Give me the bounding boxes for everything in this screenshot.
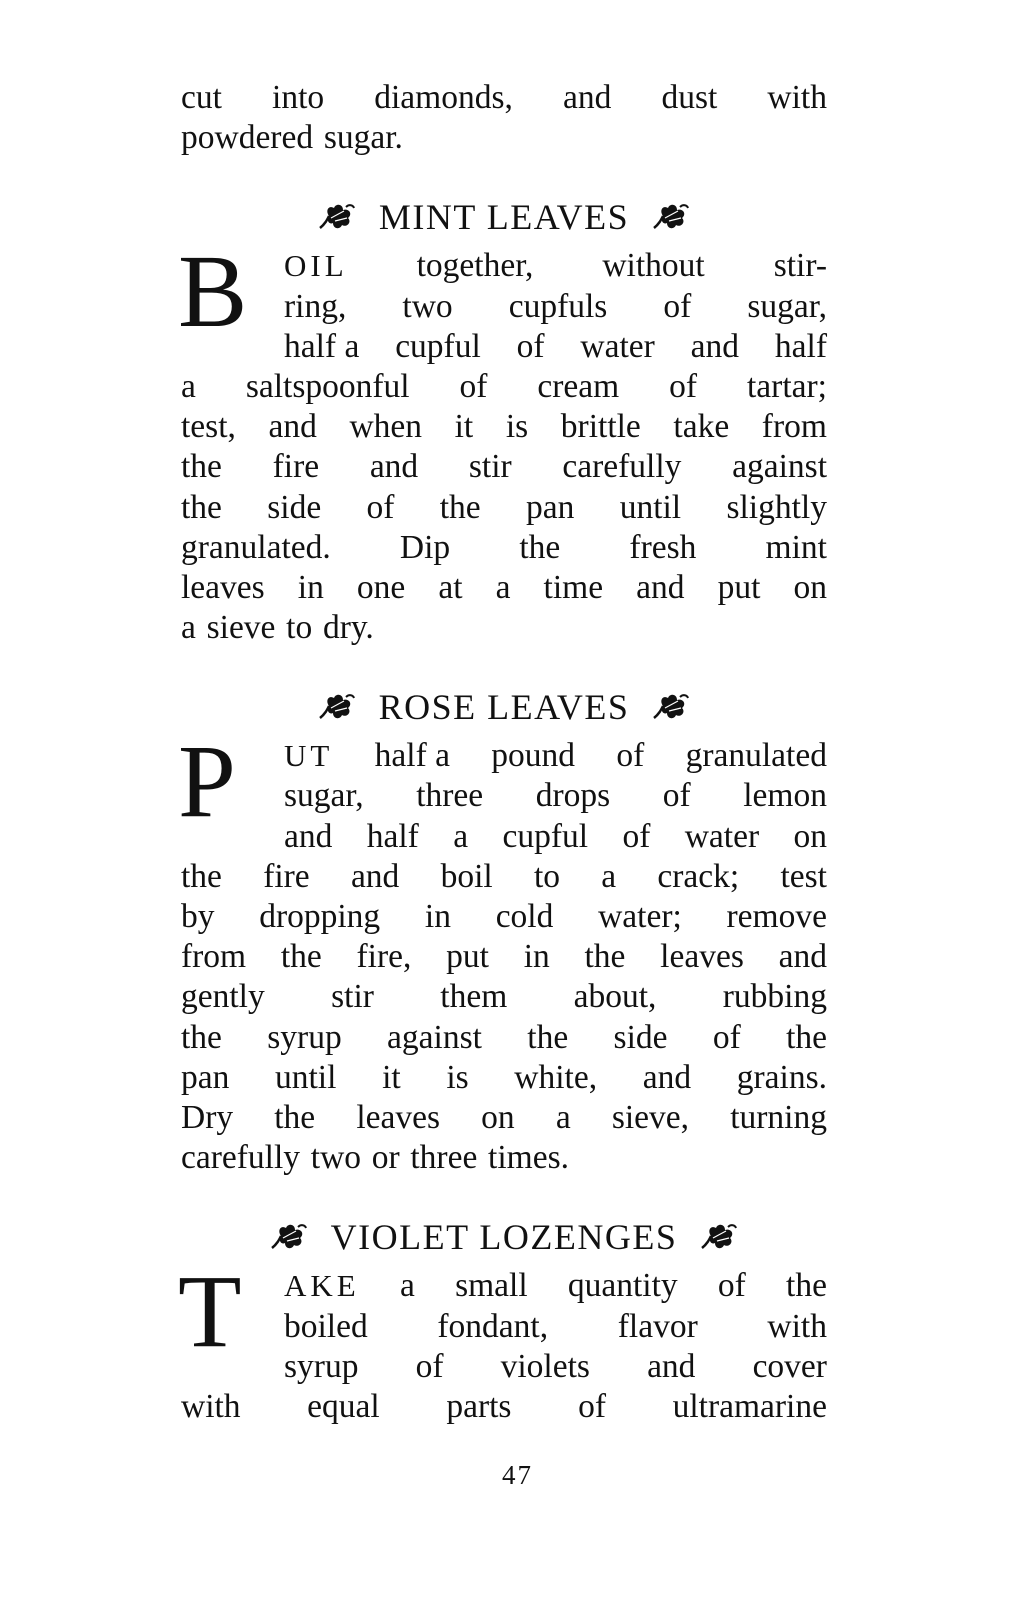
word: syrup — [284, 1347, 359, 1385]
drop-cap: P — [178, 724, 236, 840]
text-line — [181, 977, 827, 1017]
word: of — [662, 777, 691, 815]
word: test — [780, 857, 827, 895]
word: tartar; — [746, 367, 827, 405]
word: half — [366, 817, 419, 855]
text-line — [181, 78, 827, 118]
word: when — [349, 408, 423, 446]
recipe-paragraph — [178, 724, 827, 1178]
word: fresh — [629, 528, 697, 566]
word: and — [284, 817, 333, 855]
word: of — [712, 1018, 741, 1056]
recipe-heading — [181, 1212, 827, 1262]
word: pan — [526, 488, 575, 526]
word: from — [181, 938, 247, 976]
drop-cap: T — [178, 1254, 242, 1370]
text-line — [284, 736, 827, 776]
word: violets — [500, 1347, 590, 1385]
word: of — [717, 1267, 746, 1305]
ivy-leaf-icon — [317, 692, 357, 722]
word: three — [416, 777, 484, 815]
word: against — [732, 448, 827, 486]
word: is — [505, 408, 529, 446]
word: ring, — [284, 287, 347, 325]
lead-in-word: UT — [284, 738, 334, 774]
text-line — [181, 528, 827, 568]
word: powdered — [181, 119, 314, 157]
word: stir — [468, 448, 512, 486]
word: them — [440, 978, 508, 1016]
text-line — [284, 1266, 827, 1306]
word: and — [642, 1058, 692, 1096]
recipe-paragraph — [178, 1254, 827, 1427]
word: parts — [446, 1387, 512, 1425]
recipe-paragraph — [178, 234, 827, 648]
word: leaves — [660, 938, 744, 976]
recipe-title: VIOLET LOZENGES — [330, 1217, 678, 1258]
word: take — [673, 408, 730, 446]
word: the — [786, 1267, 827, 1305]
word: test, — [181, 408, 236, 446]
word: side — [267, 488, 322, 526]
word: sugar, — [284, 777, 364, 815]
word: and — [778, 938, 827, 976]
word: half — [774, 327, 827, 365]
text-line — [181, 1387, 827, 1427]
word: without — [602, 247, 705, 285]
word: gently — [181, 978, 265, 1016]
word: to — [286, 609, 313, 647]
word: dust — [661, 79, 718, 116]
word: cupfuls — [508, 287, 608, 325]
word: two — [402, 287, 453, 325]
word: of — [366, 488, 395, 526]
word: granulated — [685, 737, 827, 775]
word: sieve — [206, 609, 276, 647]
word: ultramarine — [672, 1387, 827, 1425]
word: until — [275, 1058, 337, 1096]
page-number: 47 — [502, 1460, 533, 1490]
word: half a — [374, 737, 450, 775]
word: cold — [495, 898, 554, 935]
word: grains. — [736, 1058, 827, 1096]
word: a — [495, 568, 511, 606]
recipe-section — [178, 682, 827, 1178]
text-line — [181, 367, 827, 407]
drop-cap: B — [178, 234, 248, 350]
word: a — [601, 857, 617, 895]
text-line — [181, 447, 827, 487]
word: a — [181, 609, 196, 647]
word: carefully — [562, 448, 682, 486]
word: in — [424, 898, 451, 935]
word: cupful — [502, 817, 589, 855]
word: at — [438, 568, 463, 606]
word: with — [181, 1387, 241, 1425]
ivy-leaf-icon — [269, 1222, 309, 1252]
text-line — [284, 1347, 827, 1387]
recipe-list — [178, 192, 827, 1427]
word: in — [523, 938, 550, 976]
word: carefully — [181, 1139, 301, 1177]
text-line — [284, 287, 827, 327]
text-line — [181, 857, 827, 897]
word: with — [767, 1307, 827, 1345]
word: of — [669, 367, 698, 405]
word: cupful — [395, 327, 481, 365]
word: lemon — [743, 777, 827, 815]
word: of — [516, 327, 545, 365]
word: diamonds, — [374, 79, 513, 116]
text-line — [181, 608, 827, 648]
word: times. — [488, 1139, 569, 1177]
recipe-heading — [181, 192, 827, 242]
word: the — [439, 488, 481, 526]
word: one — [356, 568, 406, 606]
word: and — [636, 568, 685, 606]
word: sieve, — [611, 1098, 690, 1136]
word: granulated. — [181, 528, 331, 566]
text-line — [181, 1098, 827, 1138]
word: quantity — [567, 1267, 678, 1305]
word: by — [181, 898, 215, 935]
word: a — [181, 367, 196, 405]
word: or — [371, 1139, 400, 1177]
word: cut — [181, 79, 222, 116]
text-line — [181, 407, 827, 447]
text-line — [181, 488, 827, 528]
word: fondant, — [437, 1307, 549, 1345]
word: water — [580, 327, 655, 365]
ivy-leaf-icon — [317, 202, 357, 232]
word: mint — [765, 528, 827, 566]
word: fire, — [356, 938, 412, 976]
lead-in-word: AKE — [284, 1268, 360, 1304]
text-line — [284, 1307, 827, 1347]
word: Dry — [181, 1098, 234, 1136]
word: it — [382, 1058, 401, 1096]
recipe-heading — [181, 682, 827, 732]
word: cover — [752, 1347, 827, 1385]
word: saltspoonful — [245, 367, 410, 405]
word: time — [543, 568, 604, 606]
word: small — [455, 1267, 528, 1305]
word: in — [297, 568, 324, 606]
word: brittle — [560, 408, 641, 446]
word: on — [793, 817, 827, 855]
word: of — [616, 737, 645, 775]
text-line — [284, 327, 827, 367]
text-line — [284, 817, 827, 857]
word: fire — [272, 448, 320, 486]
word: boiled — [284, 1307, 368, 1345]
word: boil — [440, 857, 493, 895]
word: about, — [573, 978, 657, 1016]
word: white, — [514, 1058, 598, 1096]
word: and — [563, 79, 612, 116]
word: and — [268, 408, 317, 446]
intro-paragraph — [181, 78, 827, 158]
word: water; — [598, 898, 682, 935]
word: and — [369, 448, 419, 486]
word: half a — [284, 327, 360, 365]
word: put — [446, 938, 489, 976]
word: the — [786, 1018, 827, 1056]
word: pound — [491, 737, 576, 775]
word: a — [555, 1098, 571, 1136]
ivy-leaf-icon — [699, 1222, 739, 1252]
recipe-section — [178, 192, 827, 648]
page-text — [178, 78, 827, 1427]
recipe-title: MINT LEAVES — [378, 197, 630, 238]
word: with — [767, 79, 827, 116]
word: rubbing — [722, 978, 827, 1016]
word: the — [181, 857, 222, 895]
word: leaves — [356, 1098, 441, 1136]
word: of — [415, 1347, 444, 1385]
text-line — [181, 568, 827, 608]
word: the — [274, 1098, 316, 1136]
text-line — [284, 776, 827, 816]
word: sugar. — [323, 119, 403, 157]
word: the — [584, 938, 626, 976]
word: the — [527, 1018, 569, 1056]
recipe-section — [178, 1212, 827, 1427]
text-line — [181, 897, 827, 937]
word: put — [717, 568, 761, 606]
recipe-title: ROSE LEAVES — [378, 687, 630, 728]
word: leaves — [181, 568, 265, 606]
word: from — [761, 408, 827, 446]
word: and — [690, 327, 740, 365]
text-line — [181, 1058, 827, 1098]
word: is — [446, 1058, 469, 1096]
word: to — [533, 857, 560, 895]
word: against — [387, 1018, 482, 1056]
ivy-leaf-icon — [651, 202, 691, 232]
word: sugar, — [747, 287, 827, 325]
word: on — [481, 1098, 515, 1136]
word: turning — [730, 1098, 827, 1136]
word: on — [793, 568, 827, 606]
word: three — [410, 1139, 478, 1177]
word: the — [181, 448, 222, 486]
word: pan — [181, 1058, 230, 1096]
word: dry. — [322, 609, 374, 647]
word: a — [399, 1267, 415, 1305]
word: two — [310, 1139, 362, 1177]
word: until — [619, 488, 682, 526]
text-line — [181, 1138, 827, 1178]
word: a — [453, 817, 469, 855]
text-line — [284, 246, 827, 286]
word: Dip — [399, 528, 451, 566]
text-line — [181, 1018, 827, 1058]
word: stir- — [773, 247, 827, 285]
word: into — [272, 79, 325, 116]
text-line — [181, 118, 827, 158]
lead-in-word: OIL — [284, 248, 348, 284]
word: of — [459, 367, 488, 405]
word: side — [613, 1018, 668, 1056]
word: dropping — [259, 898, 381, 935]
word: the — [519, 528, 561, 566]
word: crack; — [657, 857, 740, 895]
word: equal — [307, 1387, 380, 1425]
word: and — [647, 1347, 696, 1385]
word: water — [684, 817, 760, 855]
word: of — [578, 1387, 606, 1425]
word: stir — [331, 978, 374, 1016]
word: cream — [537, 367, 620, 405]
word: flavor — [617, 1307, 698, 1345]
word: slightly — [726, 488, 827, 526]
word: together, — [416, 247, 534, 285]
word: it — [454, 408, 474, 446]
word: the — [181, 488, 222, 526]
word: remove — [726, 898, 827, 935]
word: the — [280, 938, 322, 976]
word: and — [350, 857, 400, 895]
word: the — [181, 1018, 222, 1056]
word: of — [663, 287, 692, 325]
word: drops — [535, 777, 611, 815]
word: of — [622, 817, 651, 855]
word: syrup — [267, 1018, 342, 1056]
text-line — [181, 937, 827, 977]
word: fire — [263, 857, 310, 895]
ivy-leaf-icon — [651, 692, 691, 722]
